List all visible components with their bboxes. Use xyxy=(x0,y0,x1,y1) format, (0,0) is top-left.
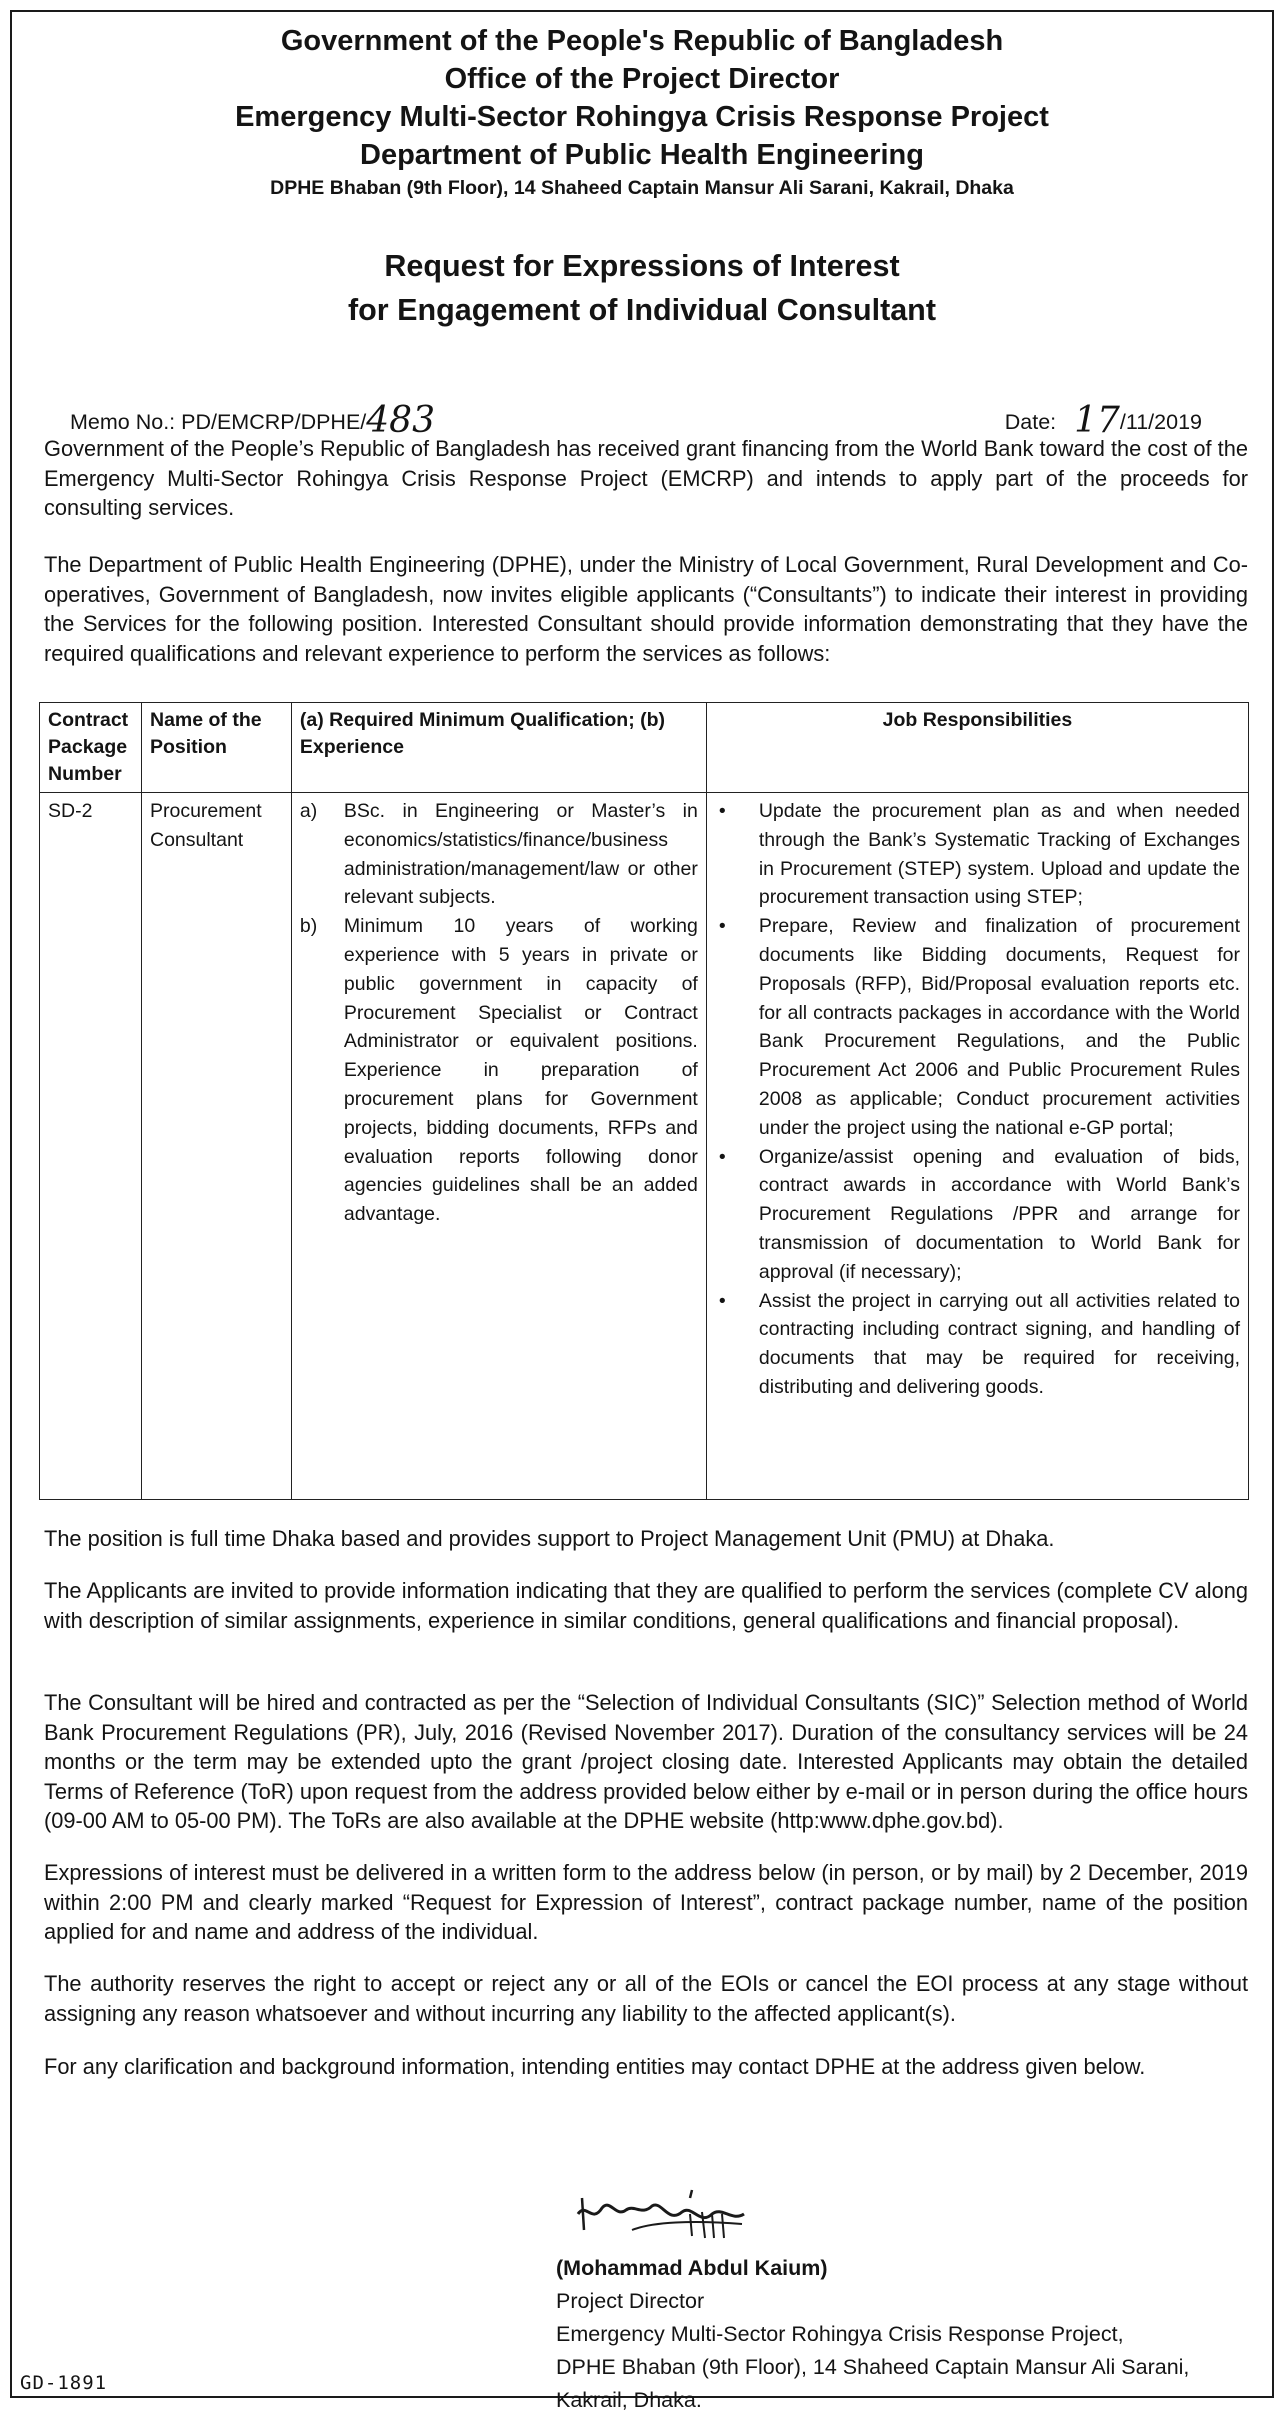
header-package: Contract Package Number xyxy=(40,703,142,793)
paragraph-financing: Government of the People’s Republic of Bangladesh has received grant financing from the World Bank toward the cost of the Emergency Multi-Sector Rohingya Crisis Response Project (EMCRP) and intends to apply part of the proceeds for consulting services. xyxy=(44,436,1248,520)
reference-code: GD-1891 xyxy=(20,2372,108,2394)
qualification-item xyxy=(300,797,698,912)
department-name: Department of Public Health Engineering xyxy=(360,139,924,171)
qualification-mark: a) xyxy=(299,800,318,822)
project-name: Emergency Multi-Sector Rohingya Crisis Response Project xyxy=(235,101,1049,133)
header-qualification: (a) Required Minimum Qualification; (b) Experience xyxy=(291,703,706,793)
signatory-name: (Mohammad Abdul Kaium) xyxy=(556,2256,828,2280)
signatory-address-line-2: Kakrail, Dhaka. xyxy=(556,2388,702,2412)
memo-label: Memo No.: PD/EMCRP/DPHE/ xyxy=(70,410,367,434)
qualification-text: BSc. in Engineering or Master’s in economics/statistics/finance/business administration/management/law or other relevant subjects. xyxy=(343,800,698,909)
signatory-designation: Project Director xyxy=(556,2289,705,2313)
office-address: DPHE Bhaban (9th Floor), 14 Shaheed Captain Mansur Ali Sarani, Kakrail, Dhaka xyxy=(270,177,1014,199)
date-handwritten-day: 17 xyxy=(1074,400,1120,441)
signatory-address-line-1: DPHE Bhaban (9th Floor), 14 Shaheed Captain Mansur Ali Sarani, xyxy=(556,2355,1190,2379)
paragraph-location: The position is full time Dhaka based and provides support to Project Management Unit (PMU) at Dhaka. xyxy=(44,1526,1055,1551)
cell-responsibilities xyxy=(706,793,1248,1500)
responsibility-item xyxy=(715,1287,1240,1402)
qualification-item xyxy=(300,912,698,1229)
office-name: Office of the Project Director xyxy=(444,63,840,95)
paragraph-submission: Expressions of interest must be delivered in a written form to the address below (in person, or by mail) by 2 December, 2019 within 2:00 PM and clearly marked “Request for Expression of Interest”, contract package number, name of the position applied for and name and address of the individual. xyxy=(44,1860,1248,1944)
paragraph-invitation: The Department of Public Health Engineering (DPHE), under the Ministry of Local Government, Rural Development and Co-operatives, Government of Bangladesh, now invites eligible applicants (“Consultants”) to indicate their interest in providing the Services for the following position. Interested Consultant should provide information demonstrating that they have the required qualifications and relevant experience to perform the services as follows: xyxy=(44,552,1248,666)
document-title xyxy=(12,244,1272,332)
responsibility-item xyxy=(715,797,1240,912)
memo-row xyxy=(70,392,1202,441)
government-name: Government of the People's Republic of Bangladesh xyxy=(280,25,1004,57)
title-line-2: for Engagement of Individual Consultant xyxy=(348,293,936,327)
responsibility-item xyxy=(715,912,1240,1142)
document-page xyxy=(10,10,1274,2412)
responsibility-item xyxy=(715,1143,1240,1287)
bullet-icon: • xyxy=(718,800,726,822)
paragraph-contact: For any clarification and background information, intending entities may contact DPHE at the address given below. xyxy=(44,2054,1146,2079)
bullet-icon: • xyxy=(718,1289,726,1312)
letterhead xyxy=(12,22,1272,202)
responsibility-text: Update the procurement plan as and when needed through the Bank’s Systematic Tracking of Exchanges in Procurement (STEP) system. Upload and update the procurement transaction using STEP; xyxy=(758,800,1240,909)
bullet-icon: • xyxy=(718,1145,726,1168)
responsibility-text: Assist the project in carrying out all activities related to contracting including contract signing, and handling of documents that may be required for receiving, distributing and delivering goods. xyxy=(758,1289,1240,1398)
title-line-1: Request for Expressions of Interest xyxy=(384,249,900,283)
paragraph-reservation: The authority reserves the right to accept or reject any or all of the EOIs or cancel the EOI process at any stage without assigning any reason whatsoever and without incurring any liability to the affected applicant(s). xyxy=(44,1971,1248,2026)
signatory-block xyxy=(556,2252,1189,2417)
position-table xyxy=(39,702,1249,1500)
paragraph-applicants: The Applicants are invited to provide information indicating that they are qualified to perform the services (complete CV along with description of similar assignments, experience in similar conditions, general qualifications and financial proposal). xyxy=(44,1578,1248,1633)
qualification-text: Minimum 10 years of working experience with 5 years in private or public government in capacity of Procurement Specialist or Contract Administrator or equivalent positions. Experience in preparation of procurement plans for Government projects, bidding documents, RFPs and evaluation reports following donor agencies guidelines shall be an added advantage. xyxy=(343,915,698,1226)
signatory-project: Emergency Multi-Sector Rohingya Crisis Response Project, xyxy=(556,2322,1124,2346)
signature-image xyxy=(572,2184,832,2254)
cell-package: SD-2 xyxy=(40,793,142,1500)
qualification-mark: b) xyxy=(299,915,318,938)
cell-position: Procurement Consultant xyxy=(141,793,291,1500)
paragraph-selection: The Consultant will be hired and contracted as per the “Selection of Individual Consultants (SIC)” Selection method of World Bank Procurement Regulations (PR), July, 2016 (Revised November 2017). Duration of the consultancy services will be 24 months or the term may be extended upto the grant /project closing date. Interested Applicants may obtain the detailed Terms of Reference (ToR) upon request from the address provided below either by e-mail or in person during the office hours (09-00 AM to 05-00 PM). The ToRs are also available at the DPHE website (http:www.dphe.gov.bd). xyxy=(44,1690,1248,1833)
date-month-year: /11/2019 xyxy=(1119,410,1202,434)
header-responsibilities: Job Responsibilities xyxy=(706,703,1248,793)
responsibility-text: Organize/assist opening and evaluation of bids, contract awards in accordance with World Bank’s Procurement Regulations /PPR and arrange for transmission of documentation to World Bank for approval (if necessary); xyxy=(758,1145,1240,1283)
table-header-row xyxy=(40,703,1249,793)
bullet-icon: • xyxy=(718,915,726,938)
date-label: Date: xyxy=(1004,410,1057,434)
responsibility-text: Prepare, Review and finalization of procurement documents like Bidding documents, Request for Proposals (RFP), Bid/Proposal evaluation reports etc. for all contracts packages in accordance with the World Bank Procurement Regulations, and the Public Procurement Act 2006 and Public Procurement Rules 2008 as applicable; Conduct procurement activities under the project using the national e-GP portal; xyxy=(758,915,1240,1139)
header-position: Name of the Position xyxy=(141,703,291,793)
cell-qualifications xyxy=(291,793,706,1500)
memo-handwritten-number: 483 xyxy=(366,400,435,441)
table-row xyxy=(40,793,1249,1500)
